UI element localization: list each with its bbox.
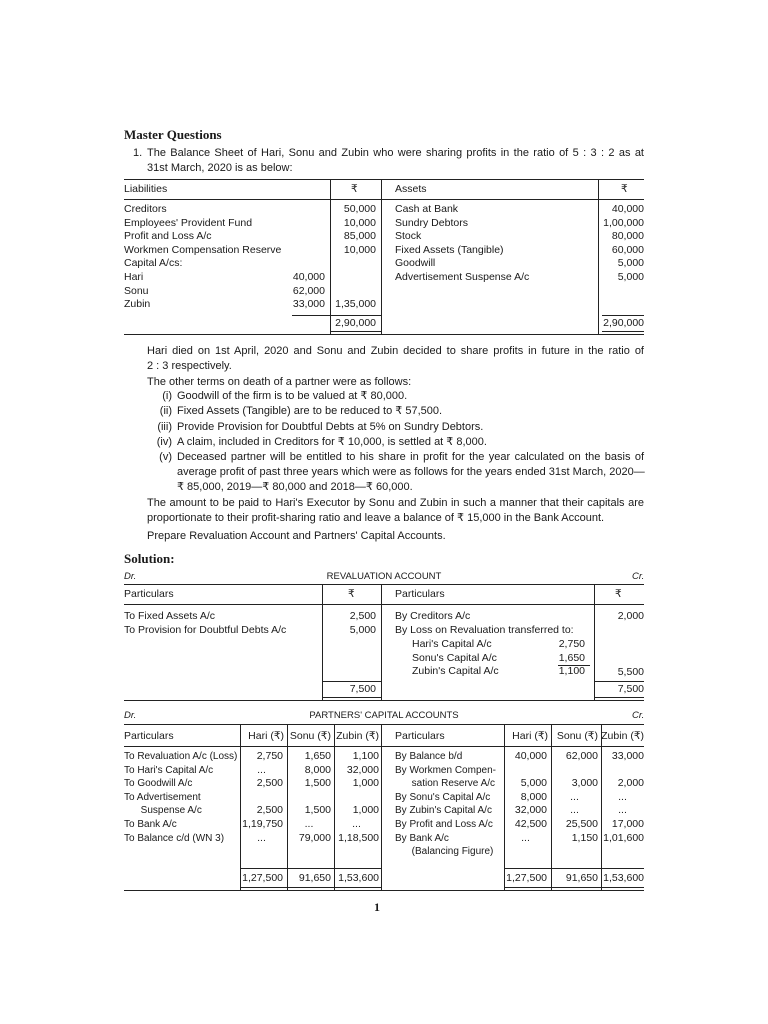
question-number: 1. (133, 147, 143, 159)
cap-credit-zubin-value (601, 845, 644, 859)
cap-debit-sonu (287, 750, 331, 845)
reval-debit-amounts (322, 610, 376, 637)
cap-debit-sonu-value: 79,000 (298, 831, 331, 844)
liability-amount: 85,000 (343, 230, 376, 243)
header-rupee-liabilities: ₹ (351, 183, 358, 195)
cap-credit-hari (504, 750, 547, 859)
cap-header-particulars-right: Particulars (395, 730, 445, 742)
cap-debit-zubin-value: 1,000 (352, 804, 379, 817)
reval-header-particulars-right: Particulars (395, 588, 445, 600)
reval-debit-labels (124, 610, 319, 637)
bs-total-right: 2,90,000 (603, 317, 644, 329)
term-number: (i) (162, 390, 172, 402)
term-number: (iii) (157, 421, 172, 433)
term-text: Fixed Assets (Tangible) are to be reduced to ₹ 57,500. (177, 405, 443, 417)
cap-total-zubin-left: 1,53,600 (338, 872, 379, 884)
cap-debit-label: To Goodwill A/c (124, 778, 193, 790)
cap-credit-zubin-value: 33,000 (611, 750, 644, 762)
cap-header-particulars-left: Particulars (124, 730, 174, 742)
reval-header-rupee-left: ₹ (348, 588, 355, 600)
paragraph-3-line-2: proportionate to their profit-sharing ratio and leave a balance of ₹ 15,000 in the Bank Account. (147, 512, 605, 524)
reval-loss-labels (412, 638, 552, 679)
cap-credit-hari-value (504, 764, 547, 778)
cap-credit-zubin-value: 17,000 (611, 817, 644, 830)
liability-label: Creditors (124, 203, 167, 215)
cap-debit-label: To Advertisement (124, 791, 201, 803)
reval-loss-total: 5,500 (617, 666, 644, 678)
cap-credit-hari-value: 42,500 (514, 817, 547, 830)
cap-debit-hari-value: 2,500 (256, 804, 283, 817)
term-number: (iv) (156, 436, 172, 448)
term-5-line-3: ₹ 85,000, 2019—₹ 80,000 and 2018—₹ 60,000. (177, 481, 413, 493)
reval-credit-creditors-amount: 2,000 (617, 610, 644, 622)
cap-header-zubin-left: Zubin (₹) (336, 730, 379, 742)
term-number: (ii) (159, 405, 172, 417)
reval-loss-amount: 1,650 (558, 651, 585, 664)
asset-amount: 1,00,000 (603, 216, 644, 229)
liability-label: Capital A/cs: (124, 257, 183, 270)
cap-credit-hari-value: 40,000 (514, 750, 547, 762)
term-text: A claim, included in Creditors for ₹ 10,000, is settled at ₹ 8,000. (177, 436, 487, 448)
paragraph-1-line-1: Hari died on 1st April, 2020 and Sonu and Zubin decided to share profits in future in the ratio of (147, 345, 644, 357)
reval-credit-loss-heading: By Loss on Revaluation transferred to: (395, 624, 574, 636)
paragraph-4: Prepare Revaluation Account and Partners' Capital Accounts. (147, 530, 446, 542)
cap-total-sonu-left: 91,650 (298, 872, 331, 884)
cap-credit-zubin-value (601, 764, 644, 778)
reval-loss-label: Sonu's Capital A/c (412, 651, 497, 664)
reval-total-right: 7,500 (617, 683, 644, 695)
asset-label: Cash at Bank (395, 203, 459, 215)
cap-debit-zubin-value (334, 791, 379, 805)
cap-credit-labels (395, 750, 503, 859)
cap-credit-hari-value: 8,000 (520, 790, 547, 803)
cap-header-sonu-left: Sonu (₹) (289, 730, 331, 742)
header-rupee-assets: ₹ (621, 183, 628, 195)
liability-amount: 50,000 (343, 203, 376, 215)
capital-accounts-title: PARTNERS' CAPITAL ACCOUNTS (309, 710, 459, 721)
asset-amount: 80,000 (611, 230, 644, 243)
cap-debit-sonu-value: 1,500 (304, 804, 331, 817)
cap-debit-hari-value (240, 791, 283, 805)
cap-credit-zubin-value: 2,000 (617, 777, 644, 790)
asset-label: Goodwill (395, 257, 436, 270)
cap-credit-sonu-value: 3,000 (571, 777, 598, 790)
liability-label: Profit and Loss A/c (124, 230, 212, 243)
page-number: 1 (374, 900, 380, 914)
cap-credit-hari-value: ... (521, 831, 530, 844)
term-number: (v) (159, 451, 172, 463)
reval-loss-amounts (548, 638, 585, 679)
capital-amount: 62,000 (292, 284, 325, 297)
cap-debit-hari-value: ... (257, 763, 266, 776)
term-5-line-2: average profit of past three years which were as follows for the years ended 31st March, 2020— (177, 466, 645, 478)
cap-debit-zubin-value: ... (352, 817, 361, 830)
cap-credit-hari-value: 5,000 (520, 777, 547, 790)
cap-credit-hari-value: 32,000 (514, 804, 547, 817)
cr-label: Cr. (632, 710, 645, 721)
cr-label: Cr. (632, 571, 645, 582)
cap-credit-sonu-value: ... (570, 790, 579, 803)
asset-labels (395, 203, 595, 285)
cap-debit-hari-value: ... (257, 831, 266, 844)
capital-label: Zubin (124, 298, 151, 311)
cap-debit-labels (124, 750, 240, 845)
cap-credit-label: By Balance b/d (395, 751, 463, 762)
cap-debit-zubin (334, 750, 379, 845)
liability-label: Workmen Compensation Reserve (124, 243, 282, 256)
section-heading: Master Questions (124, 127, 222, 142)
capital-label: Hari (124, 270, 144, 283)
bs-total-left: 2,90,000 (335, 317, 376, 329)
cap-credit-zubin (601, 750, 644, 859)
cap-debit-hari-value: 2,750 (256, 750, 283, 762)
cap-credit-label: By Sonu's Capital A/c (395, 791, 491, 803)
cap-credit-sonu-value (551, 764, 598, 778)
reval-debit-amount: 2,500 (349, 610, 376, 622)
asset-amounts (598, 203, 644, 285)
term-text: Provide Provision for Doubtful Debts at 5% on Sundry Debtors. (177, 421, 484, 433)
cap-debit-hari-value: 2,500 (256, 777, 283, 790)
cap-total-sonu-right: 91,650 (565, 872, 598, 884)
cap-debit-zubin-value: 1,18,500 (338, 831, 379, 844)
cap-debit-sonu-value: 1,500 (304, 777, 331, 790)
asset-amount: 5,000 (617, 270, 644, 283)
cap-debit-zubin-value: 1,000 (352, 777, 379, 790)
asset-amount: 60,000 (611, 243, 644, 256)
cap-credit-sonu-value: ... (570, 804, 579, 817)
liability-label: Employees' Provident Fund (124, 216, 253, 229)
liability-amounts (330, 203, 376, 312)
asset-amount: 40,000 (611, 203, 644, 215)
cap-debit-zubin-value: 32,000 (346, 763, 379, 776)
reval-loss-label: Hari's Capital A/c (412, 638, 492, 650)
cap-debit-label: Suspense A/c (124, 805, 202, 817)
cap-credit-hari-value (504, 845, 547, 859)
cap-credit-zubin-value: ... (618, 804, 627, 817)
question-line-2: 31st March, 2020 is as below: (147, 162, 293, 174)
cap-total-hari-right: 1,27,500 (506, 872, 547, 884)
paragraph-2: The other terms on death of a partner were as follows: (147, 376, 412, 388)
reval-total-left: 7,500 (349, 683, 376, 695)
cap-debit-label: To Revaluation A/c (Loss) (124, 751, 238, 762)
paragraph-3-line-1: The amount to be paid to Hari's Executor by Sonu and Zubin in such a manner that their capitals are (147, 497, 644, 509)
cap-credit-label: By Workmen Compen- (395, 764, 496, 776)
cap-credit-sonu-value: 1,150 (571, 831, 598, 844)
cap-debit-hari (240, 750, 283, 845)
asset-label: Sundry Debtors (395, 216, 468, 229)
cap-credit-sonu (551, 750, 598, 859)
cap-credit-label: By Profit and Loss A/c (395, 818, 493, 830)
revaluation-title: REVALUATION ACCOUNT (326, 571, 442, 582)
header-assets: Assets (395, 183, 427, 195)
cap-debit-hari-value: 1,19,750 (242, 817, 283, 830)
question-line-1: The Balance Sheet of Hari, Sonu and Zubin who were sharing profits in the ratio of 5 : 3 : 2 as at (147, 147, 644, 159)
reval-debit-amount: 5,000 (349, 623, 376, 636)
cap-credit-sonu-value (551, 845, 598, 859)
cap-credit-sonu-value: 25,500 (565, 817, 598, 830)
cap-debit-label: To Hari's Capital A/c (124, 764, 214, 776)
cap-credit-label: sation Reserve A/c (395, 778, 496, 790)
cap-total-hari-left: 1,27,500 (242, 872, 283, 884)
capital-amount: 33,000 (292, 298, 325, 311)
cap-debit-sonu-value: 1,650 (304, 750, 331, 762)
cap-header-hari-left: Hari (₹) (248, 730, 284, 742)
term-text: Deceased partner will be entitled to his share in profit for the year calculated on the basis of (177, 451, 644, 463)
cap-header-zubin-right: Zubin (₹) (601, 730, 644, 742)
asset-amount: 5,000 (617, 257, 644, 270)
cap-credit-label: By Bank A/c (395, 832, 449, 844)
reval-loss-amount: 1,100 (558, 665, 585, 678)
asset-label: Advertisement Suspense A/c (395, 270, 530, 283)
cap-total-zubin-right: 1,53,600 (603, 872, 644, 884)
reval-debit-label: To Provision for Doubtful Debts A/c (124, 623, 287, 636)
reval-header-rupee-right: ₹ (615, 588, 622, 600)
solution-label: Solution: (124, 551, 175, 566)
liability-amount: 10,000 (343, 216, 376, 229)
reval-header-particulars-left: Particulars (124, 588, 174, 600)
cap-credit-label: By Zubin's Capital A/c (395, 805, 492, 817)
cap-credit-zubin-value: 1,01,600 (603, 831, 644, 844)
cap-credit-label: (Balancing Figure) (395, 846, 494, 858)
capital-total: 1,35,000 (335, 298, 376, 311)
reval-loss-amount: 2,750 (558, 638, 585, 650)
cap-header-hari-right: Hari (₹) (512, 730, 548, 742)
capital-label: Sonu (124, 284, 149, 297)
asset-label: Stock (395, 230, 422, 243)
cap-debit-label: To Bank A/c (124, 818, 177, 830)
cap-credit-sonu-value: 62,000 (565, 750, 598, 762)
header-liabilities: Liabilities (124, 183, 168, 195)
asset-label: Fixed Assets (Tangible) (395, 243, 504, 256)
dr-label: Dr. (124, 571, 137, 582)
cap-debit-sonu-value: ... (304, 817, 314, 830)
term-text: Goodwill of the firm is to be valued at ₹ 80,000. (177, 390, 408, 402)
reval-loss-label: Zubin's Capital A/c (412, 665, 499, 678)
cap-debit-sonu-value: 8,000 (304, 763, 331, 776)
dr-label: Dr. (124, 710, 137, 721)
cap-debit-label: To Balance c/d (WN 3) (124, 832, 225, 844)
cap-header-sonu-right: Sonu (₹) (556, 730, 598, 742)
reval-debit-label: To Fixed Assets A/c (124, 610, 216, 622)
liability-amount: 10,000 (343, 243, 376, 256)
cap-debit-zubin-value: 1,100 (352, 750, 379, 762)
cap-debit-sonu-value (287, 791, 331, 805)
capital-amount: 40,000 (292, 270, 325, 283)
reval-credit-creditors: By Creditors A/c (395, 610, 471, 622)
capital-amounts (272, 203, 325, 312)
paragraph-1-line-2: 2 : 3 respectively. (147, 360, 232, 372)
cap-credit-zubin-value: ... (618, 790, 627, 803)
